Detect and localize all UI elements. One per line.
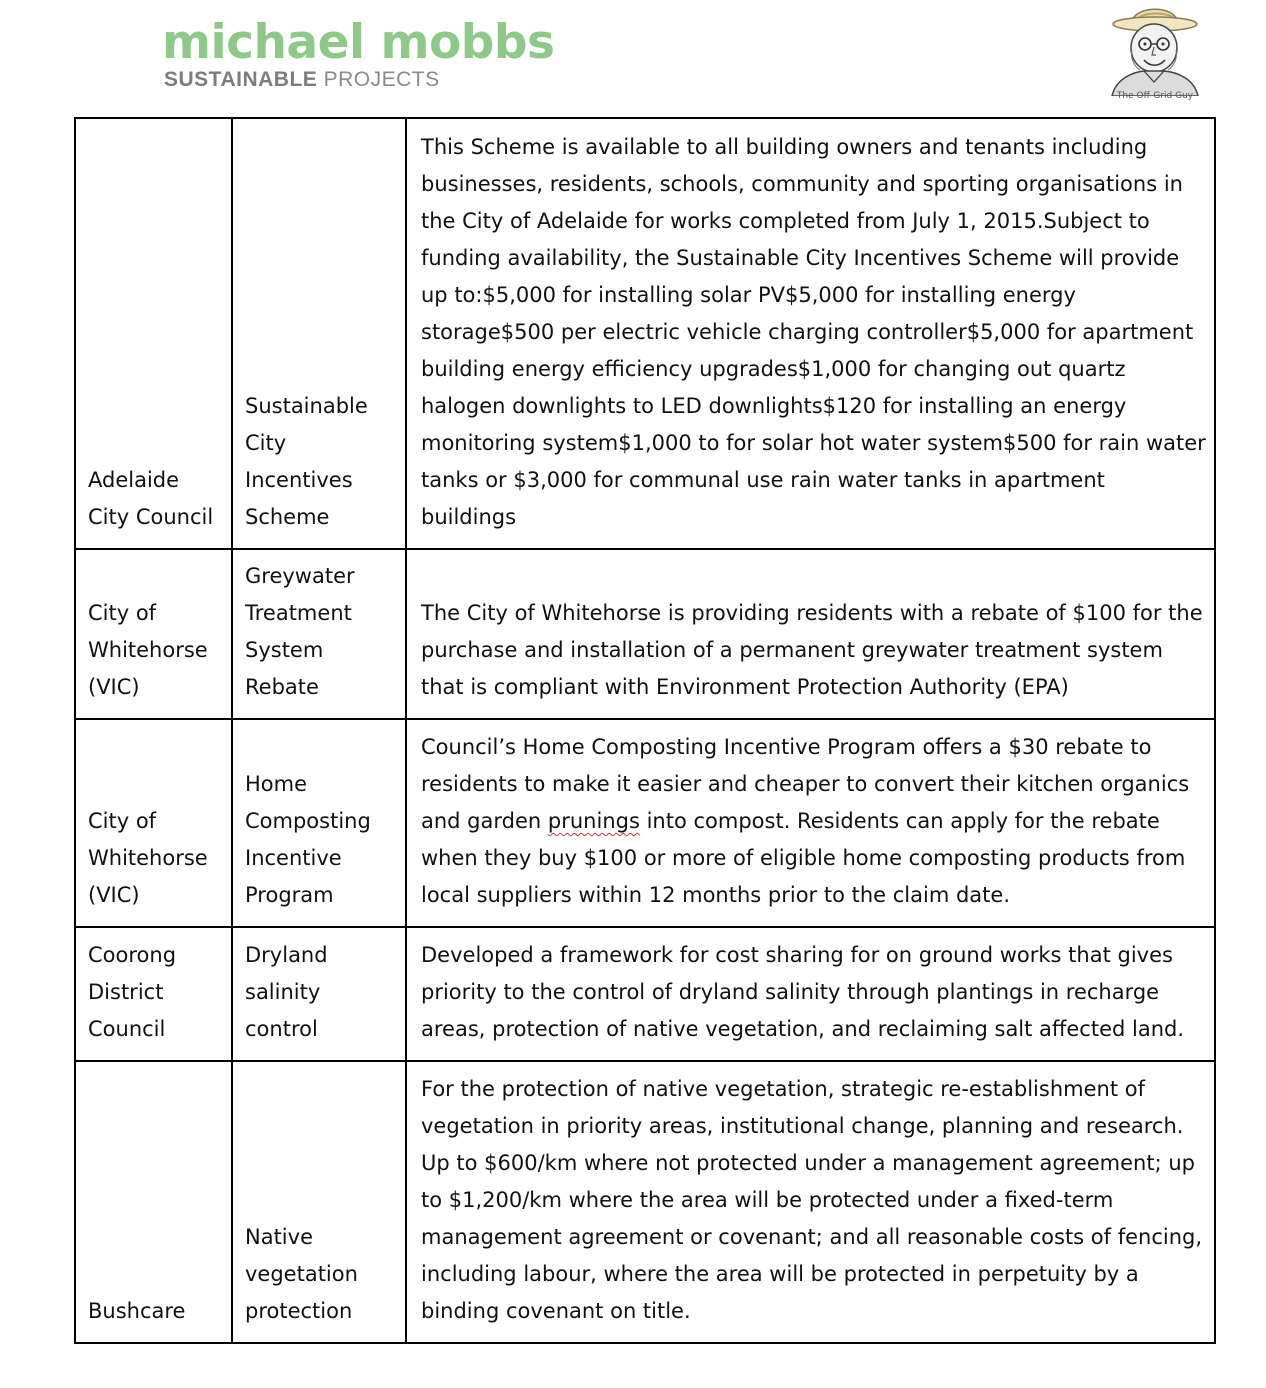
- council-cell: Bushcare: [75, 1061, 232, 1343]
- portrait-illustration-icon: [1094, 0, 1216, 96]
- description-cell: This Scheme is available to all building owners and tenants including businesses, residents, schools, community and sporting organisations in the City of Adelaide for works completed from July 1, 2015.Subject to funding availability, the Sustainable City Incentives Scheme will provide up to:$5,000 for installing solar PV$5,000 for installing energy storage$500 per electric vehicle charging controller$5,000 for apartment building energy efficiency upgrades$1,000 for changing out quartz halogen downlights to LED downlights$120 for installing an energy monitoring system$1,000 to for solar hot water system$500 for rain water tanks or $3,000 for communal use rain water tanks in apartment buildings: [406, 118, 1215, 549]
- logo-subtitle-rest: PROJECTS: [323, 68, 440, 91]
- description-cell: The City of Whitehorse is providing residents with a rebate of $100 for the purchase and installation of a permanent greywater treatment system that is compliant with Environment Protection Authority (EPA): [406, 549, 1215, 719]
- program-cell: Dryland salinity control: [232, 927, 406, 1061]
- logo-title: michael mobbs: [162, 15, 555, 70]
- council-cell: Coorong District Council: [75, 927, 232, 1061]
- grants-table: [74, 117, 1216, 1344]
- logo-subtitle-bold: SUSTAINABLE: [164, 68, 318, 91]
- program-cell: Home Composting Incentive Program: [232, 719, 406, 927]
- council-cell: City of Whitehorse (VIC): [75, 549, 232, 719]
- description-text-before: Council’s Home Composting Incentive Program offers a $30 rebate to residents to make it easier and cheaper to convert their kitchen organics and garden: [421, 735, 1190, 833]
- table-row: [75, 927, 1215, 1061]
- council-cell: City of Whitehorse (VIC): [75, 719, 232, 927]
- logo-subtitle: [164, 68, 440, 92]
- program-cell: Greywater Treatment System Rebate: [232, 549, 406, 719]
- description-cell: [406, 719, 1215, 927]
- table-row: [75, 118, 1215, 549]
- table-row: [75, 1061, 1215, 1343]
- portrait-caption: The Off-Grid Guy: [1116, 91, 1194, 101]
- description-cell: For the protection of native vegetation, strategic re-establishment of vegetation in priority areas, institutional change, planning and research. Up to $600/km where not protected under a management agreement; up to $1,200/km where the area will be protected under a fixed-term management agreement or covenant; and all reasonable costs of fencing, including labour, where the area will be protected in perpetuity by a binding covenant on title.: [406, 1061, 1215, 1343]
- program-cell: Native vegetation protection: [232, 1061, 406, 1343]
- program-cell: Sustainable City Incentives Scheme: [232, 118, 406, 549]
- table-row: [75, 549, 1215, 719]
- spellcheck-flagged-word[interactable]: prunings: [547, 809, 640, 833]
- council-cell: Adelaide City Council: [75, 118, 232, 549]
- description-text-after: into compost. Residents can apply for the rebate when they buy $100 or more of eligible home composting products from local suppliers within 12 months prior to the claim date.: [421, 809, 1186, 907]
- page-header: [0, 0, 1266, 118]
- description-cell: Developed a framework for cost sharing for on ground works that gives priority to the control of dryland salinity through plantings in recharge areas, protection of native vegetation, and reclaiming salt affected land.: [406, 927, 1215, 1061]
- table-row: [75, 719, 1215, 927]
